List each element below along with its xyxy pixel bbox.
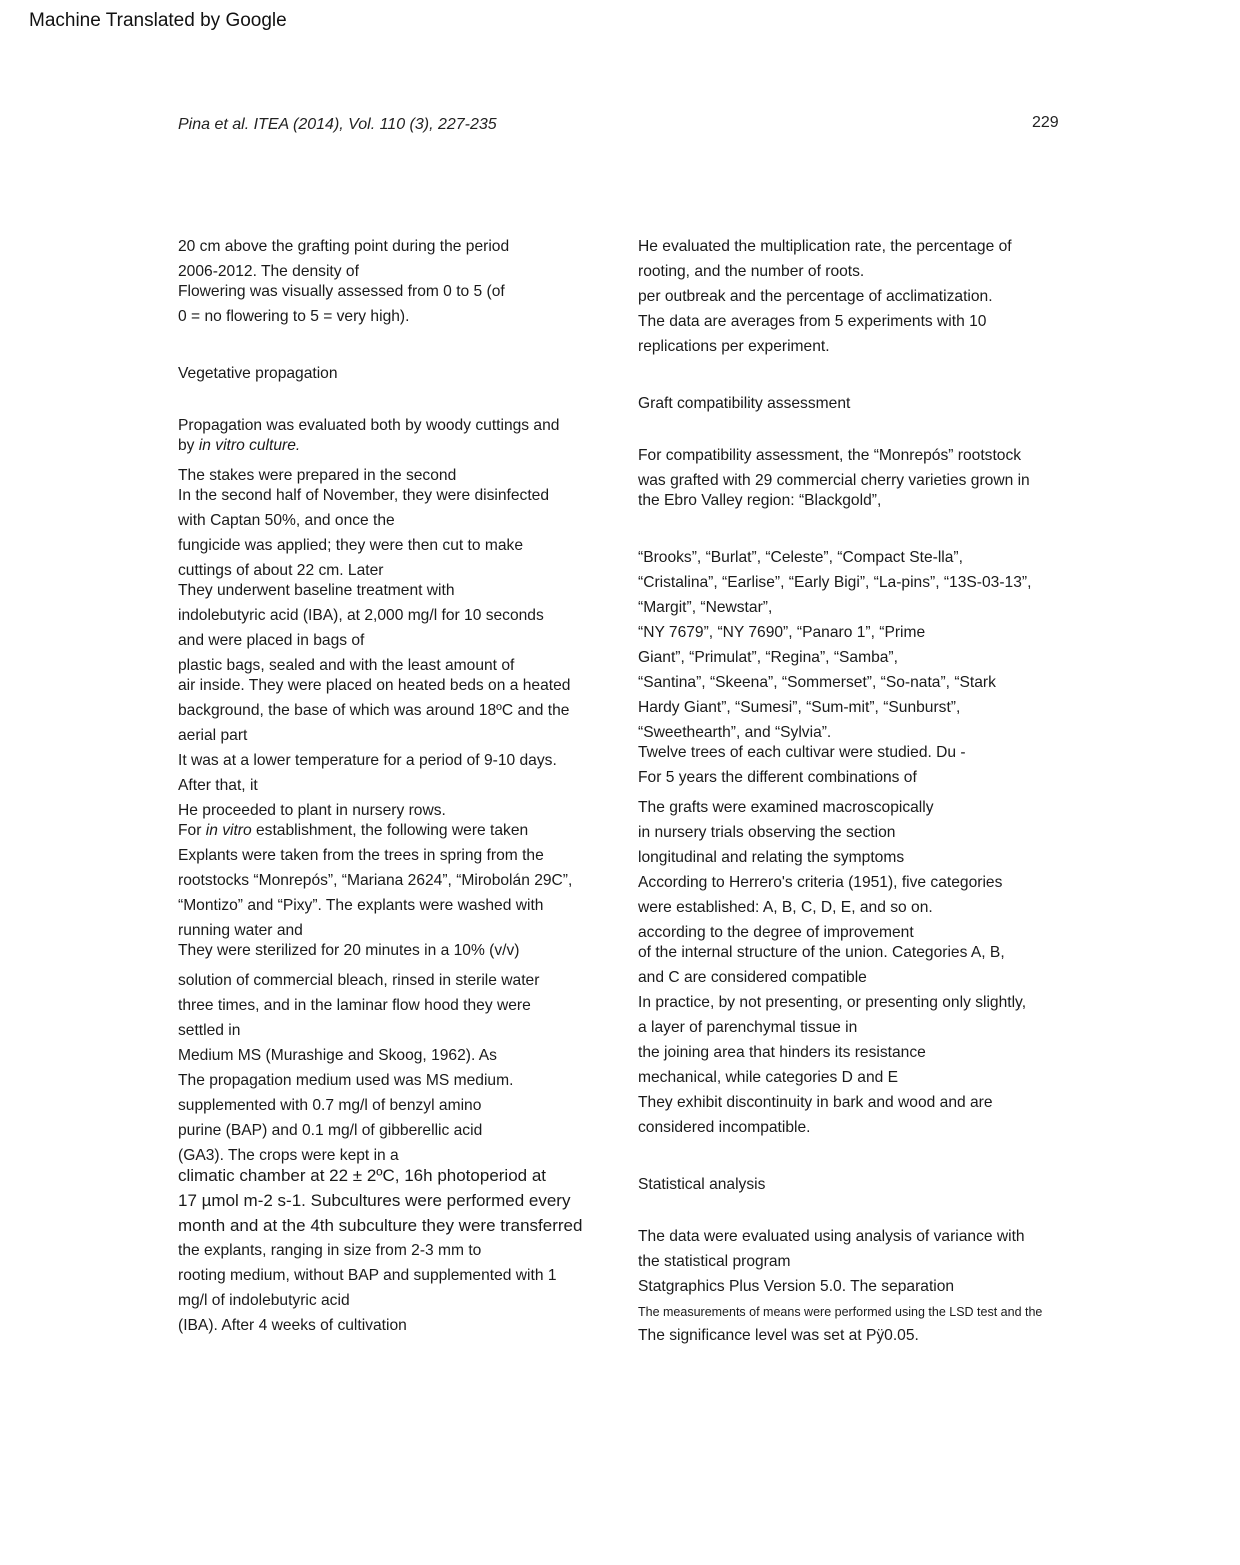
section-heading-vegetative-propagation: Vegetative propagation <box>178 365 338 382</box>
text-line: (IBA). After 4 weeks of cultivation <box>178 1317 407 1334</box>
text-line: indolebutyric acid (IBA), at 2,000 mg/l for 10 seconds <box>178 607 544 624</box>
text-line: longitudinal and relating the symptoms <box>638 849 905 866</box>
text-line: The data were evaluated using analysis of variance with <box>638 1228 1025 1245</box>
text-line <box>178 436 618 461</box>
text-line: In practice, by not presenting, or presenting only slightly, <box>638 994 1027 1011</box>
text-line: Hardy Giant”, “Sumesi”, “Sum-mit”, “Sunburst”, <box>638 699 961 716</box>
text-line: They exhibit discontinuity in bark and wood and are <box>638 1094 993 1111</box>
text-line: solution of commercial bleach, rinsed in sterile water <box>178 972 540 989</box>
text-line: cuttings of about 22 cm. Later <box>178 562 384 579</box>
text-line: The stakes were prepared in the second <box>178 467 457 484</box>
text-line: the explants, ranging in size from 2-3 mm to <box>178 1242 482 1259</box>
text-line: considered incompatible. <box>638 1119 811 1136</box>
text-line: The significance level was set at Pÿ0.05. <box>638 1327 919 1344</box>
text-line: Twelve trees of each cultivar were studied. Du - <box>638 744 966 761</box>
text-line: It was at a lower temperature for a period of 9-10 days. <box>178 752 557 769</box>
text-line: aerial part <box>178 727 248 744</box>
text-line: air inside. They were placed on heated beds on a heated <box>178 677 571 694</box>
text-line: settled in <box>178 1022 241 1039</box>
text-line: “Sweethearth”, and “Sylvia”. <box>638 724 832 741</box>
text-line: three times, and in the laminar flow hood they were <box>178 997 531 1014</box>
text-line: He evaluated the multiplication rate, the percentage of <box>638 238 1012 255</box>
text-line: They were sterilized for 20 minutes in a 10% (v/v) <box>178 942 520 959</box>
text-line: were established: A, B, C, D, E, and so on. <box>638 899 933 916</box>
text-line: “Cristalina”, “Earlise”, “Early Bigi”, “La-pins”, “13S-03-13”, <box>638 574 1032 591</box>
text-line: For compatibility assessment, the “Monrepós” rootstock <box>638 447 1022 464</box>
text-line: mechanical, while categories D and E <box>638 1069 899 1086</box>
text-line: the statistical program <box>638 1253 791 1270</box>
text-line: The data are averages from 5 experiments with 10 <box>638 313 987 330</box>
section-heading-statistical-analysis: Statistical analysis <box>638 1176 766 1193</box>
text-line: 17 µmol m-2 s-1. Subcultures were performed every <box>178 1191 571 1210</box>
text-line: “Santina”, “Skeena”, “Sommerset”, “So-nata”, “Stark <box>638 674 996 691</box>
text-line: 20 cm above the grafting point during the period <box>178 238 510 255</box>
text-line: (GA3). The crops were kept in a <box>178 1147 399 1164</box>
text-run: For <box>178 822 206 839</box>
left-column <box>178 237 618 1341</box>
text-line: For 5 years the different combinations of <box>638 769 917 786</box>
italic-term: in vitro <box>205 822 252 839</box>
text-line: The propagation medium used was MS medium. <box>178 1072 514 1089</box>
text-line: according to the degree of improvement <box>638 924 914 941</box>
text-line: “Brooks”, “Burlat”, “Celeste”, “Compact Ste-lla”, <box>638 549 963 566</box>
text-line: They underwent baseline treatment with <box>178 582 455 599</box>
machine-translation-banner: Machine Translated by Google <box>29 10 287 31</box>
text-line: was grafted with 29 commercial cherry varieties grown in <box>638 472 1030 489</box>
text-line: According to Herrero's criteria (1951), five categories <box>638 874 1003 891</box>
text-run: establishment, the following were taken <box>251 822 529 839</box>
text-line: The measurements of means were performed using the LSD test and the <box>638 1305 1043 1319</box>
running-header-citation: Pina et al. ITEA (2014), Vol. 110 (3), 227-235 <box>178 116 497 133</box>
text-line: month and at the 4th subculture they were transferred <box>178 1216 583 1235</box>
text-line: supplemented with 0.7 mg/l of benzyl amino <box>178 1097 482 1114</box>
text-run: by <box>178 437 199 454</box>
text-line: climatic chamber at 22 ± 2ºC, 16h photoperiod at <box>178 1166 547 1185</box>
text-line: and were placed in bags of <box>178 632 365 649</box>
text-line: and C are considered compatible <box>638 969 867 986</box>
text-line: rootstocks “Monrepós”, “Mariana 2624”, “Mirobolán 29C”, <box>178 872 573 889</box>
text-line: with Captan 50%, and once the <box>178 512 395 529</box>
text-line: He proceeded to plant in nursery rows. <box>178 802 446 819</box>
text-line: rooting medium, without BAP and supplemented with 1 <box>178 1267 557 1284</box>
text-line: “NY 7679”, “NY 7690”, “Panaro 1”, “Prime <box>638 624 926 641</box>
text-line: a layer of parenchymal tissue in <box>638 1019 858 1036</box>
text-line: The grafts were examined macroscopically <box>638 799 934 816</box>
text-line: Statgraphics Plus Version 5.0. The separation <box>638 1278 955 1295</box>
text-line: Giant”, “Primulat”, “Regina”, “Samba”, <box>638 649 898 666</box>
text-line: per outbreak and the percentage of acclimatization. <box>638 288 993 305</box>
text-line: purine (BAP) and 0.1 mg/l of gibberellic acid <box>178 1122 483 1139</box>
section-heading-graft-compatibility: Graft compatibility assessment <box>638 395 851 412</box>
text-line: mg/l of indolebutyric acid <box>178 1292 350 1309</box>
text-line: fungicide was applied; they were then cut to make <box>178 537 523 554</box>
text-line: rooting, and the number of roots. <box>638 263 865 280</box>
text-line: plastic bags, sealed and with the least amount of <box>178 657 515 674</box>
text-line: running water and <box>178 922 303 939</box>
text-line: “Margit”, “Newstar”, <box>638 599 773 616</box>
text-line <box>178 821 618 846</box>
page-number: 229 <box>1032 114 1059 131</box>
text-line: of the internal structure of the union. Categories A, B, <box>638 944 1005 961</box>
text-line: the Ebro Valley region: “Blackgold”, <box>638 492 882 509</box>
italic-term: in vitro culture. <box>198 437 301 454</box>
text-line: Explants were taken from the trees in spring from the <box>178 847 544 864</box>
text-line: background, the base of which was around 18ºC and the <box>178 702 570 719</box>
text-line: the joining area that hinders its resistance <box>638 1044 926 1061</box>
right-column <box>638 237 1068 1351</box>
text-line: Medium MS (Murashige and Skoog, 1962). As <box>178 1047 497 1064</box>
text-line: Propagation was evaluated both by woody cuttings and <box>178 417 560 434</box>
text-line: 0 = no flowering to 5 = very high). <box>178 308 410 325</box>
text-line: replications per experiment. <box>638 338 830 355</box>
text-line: After that, it <box>178 777 258 794</box>
text-line: “Montizo” and “Pixy”. The explants were washed with <box>178 897 544 914</box>
text-line: 2006-2012. The density of <box>178 263 359 280</box>
text-line: In the second half of November, they were disinfected <box>178 487 549 504</box>
text-line: in nursery trials observing the section <box>638 824 896 841</box>
text-line: Flowering was visually assessed from 0 to 5 (of <box>178 283 505 300</box>
